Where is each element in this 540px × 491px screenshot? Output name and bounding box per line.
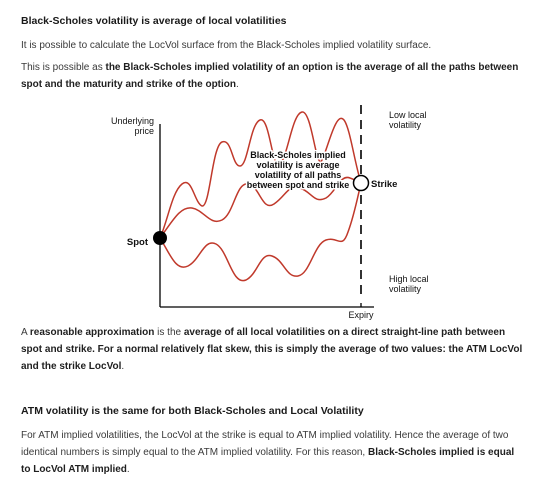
paragraph-atm-equal [21,427,526,478]
bold-text: the Black-Scholes implied volatility of an option is the average of all the paths between spot and the maturity and strike of the option [21,62,519,90]
paragraph-approximation [21,324,526,375]
bold-text: reasonable approximation [29,327,155,338]
y-axis-label-line1: Underlying [110,116,154,126]
center-note-line1: Black-Scholes implied [250,150,346,160]
y-axis-label-line2: price [134,126,154,136]
expiry-label: Expiry [348,310,374,320]
section-heading-average: Black-Scholes volatility is average of local volatilities [21,15,287,27]
text-run: . [126,464,130,475]
text-run: For ATM implied volatilities, the LocVol at the strike is equal to ATM implied volatility. Hence the average of two identical numbers is simply equal to the ATM implied volatility. For this reason, [21,430,509,458]
low-local-vol-line2: volatility [389,120,422,130]
strike-label: Strike [371,179,398,190]
text-run: is the [154,327,184,338]
center-note-line2: volatility is average [256,160,340,170]
section-heading-atm: ATM volatility is the same for both Black-Scholes and Local Volatility [21,405,364,417]
center-annotation [247,150,350,190]
text-run: This is possible as [21,62,106,73]
text-run: . [236,79,239,90]
local-vol-paths-diagram [0,100,540,320]
center-note-line4: between spot and strike [246,180,350,190]
strike-marker [354,176,369,191]
text-run: A [21,327,30,338]
spot-label: Spot [126,237,148,248]
paragraph-average-of-paths [21,59,526,93]
bold-text: average of all local volatilities on a direct straight-line path between spot and strike. For a normal relatively flat skew, this is simply the average of two values: the ATM LocVol and the strike LocVol [21,327,523,372]
paragraph-locvol-surface: It is possible to calculate the LocVol surface from the Black-Scholes implied volatility surface. [21,40,432,51]
low-local-vol-line1: Low local [389,110,427,120]
high-local-vol-line2: volatility [389,284,422,294]
text-run: . [121,361,125,372]
high-local-vol-line1: High local [389,274,429,284]
center-note-line3: volatility of all paths [254,170,342,180]
spot-marker [153,231,167,245]
bold-text: Black-Scholes implied is equal to LocVol ATM implied [21,447,515,475]
